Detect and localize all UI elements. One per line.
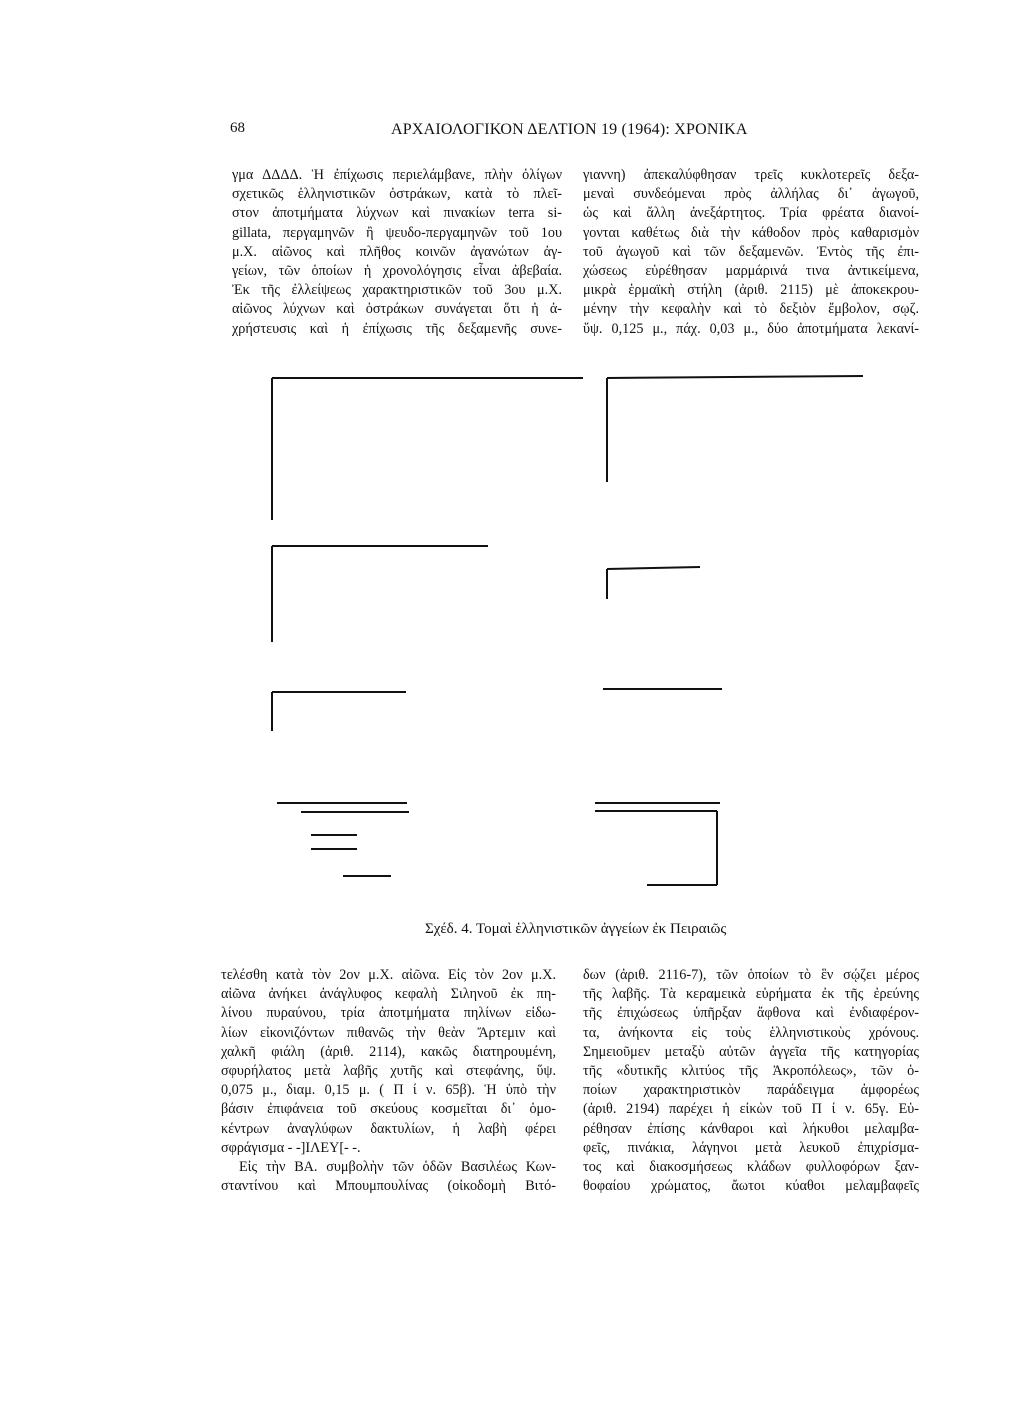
text-line: τοῦ ἀγωγοῦ καὶ τῶν δεξαμενῶν. Ἐντὸς τῆς ἐπι-	[583, 243, 919, 260]
text-line: τῆς ἐπιχώσεως ὑπῆρξαν ἄφθονα καὶ ἐνδιαφέρον-	[583, 1005, 919, 1022]
text-line: σφράγισμα - -]ΙΛΕΥ[- -.	[221, 1139, 361, 1156]
text-line: μένην τὴν κεφαλὴν καὶ τὸ δεξιὸν ἔμβολον, σῳζ.	[583, 301, 919, 318]
text-line: χαλκῆ φιάλη (ἀριθ. 2114), κακῶς διατηρουμένη,	[221, 1043, 556, 1060]
text-column-bottom-right	[583, 966, 919, 1196]
text-line: αἰῶνα ἀνήκει ἀνάγλυφος κεφαλὴ Σιληνοῦ ἐκ πη-	[221, 986, 556, 1003]
text-line: μ.Χ. αἰῶνος καὶ πλῆθος κοινῶν ἀγανώτων ἀγ-	[232, 243, 562, 260]
text-line: λίων εἰκονιζόντων πιθανῶς τὴν θεὰν Ἄρτεμιν καὶ	[221, 1024, 556, 1041]
text-line: τῆς λαβῆς. Τὰ κεραμεικὰ εὑρήματα ἐκ τῆς ἐρεύνης	[583, 986, 919, 1003]
text-line: δων (ἀριθ. 2116-7), τῶν ὁποίων τὸ ἓν σῴζει μέρος	[583, 967, 919, 983]
text-line: γιαννη) ἀπεκαλύφθησαν τρεῖς κυκλοτερεῖς δεξα-	[583, 167, 919, 183]
text-line: λίνου πυραύνου, τρία ἀποτμήματα πηλίνων εἰδω-	[221, 1005, 556, 1022]
text-line: Σημειοῦμεν μεταξὺ αὐτῶν ἀγγεῖα τῆς κατηγορίας	[583, 1043, 919, 1060]
text-line: Ἐκ τῆς ἐλλείψεως χαρακτηριστικῶν τοῦ 3ου μ.Χ.	[232, 282, 562, 299]
text-line: χρήστευσις καὶ ἡ ἐπίχωσις τῆς δεξαμενῆς συνε-	[232, 320, 562, 337]
text-line: σχετικῶς ἑλληνιστικῶν ὀστράκων, κατὰ τὸ πλεῖ-	[232, 186, 562, 203]
text-line: 0,075 μ., διαμ. 0,15 μ. ( Π ί ν. 65β). Ἡ ὑπὸ τὴν	[221, 1082, 556, 1099]
text-line: τῆς «δυτικῆς κλιτύος τῆς Ἀκροπόλεως», τῶν ὁ-	[583, 1062, 919, 1079]
text-line: κέντρων ἀναγλύφων δακτυλίων, ἡ λαβὴ φέρει	[221, 1120, 556, 1137]
profile-drawing-svg	[255, 365, 895, 920]
text-line: ποίων χαρακτηριστικὸν παράδειγμα ἀμφορέως	[583, 1082, 919, 1099]
page-number: 68	[230, 120, 245, 136]
text-line: μεναὶ συνδεόμεναι πρὸς ἀλλήλας δι᾽ ἀγωγοῦ,	[583, 186, 919, 203]
text-column-top-right	[583, 166, 919, 339]
text-line: γείων, τῶν ὁποίων ἡ χρονολόγησις εἶναι ἀβεβαία.	[232, 262, 562, 279]
text-line: τελέσθη κατὰ τὸν 2ον μ.Χ. αἰῶνα. Εἰς τὸν 2ον μ.Χ.	[221, 967, 556, 983]
text-line: ὡς καὶ ἄλλη ἀνεξάρτητος. Τρία φρέατα διανοί-	[583, 205, 919, 222]
text-line: Εἰς τὴν ΒΑ. συμβολὴν τῶν ὁδῶν Βασιλέως Κων-	[239, 1158, 556, 1175]
figure-caption: Σχέδ. 4. Τομαὶ ἑλληνιστικῶν ἀγγείων ἐκ Πειραιῶς	[425, 921, 727, 937]
text-line: βάσιν ἐπιφάνεια τοῦ σκεύους κοσμεῖται δι᾽ ὁμο-	[221, 1101, 556, 1118]
text-line: στον ἀποτμήματα λύχνων καὶ πινακίων terra si-	[232, 205, 562, 222]
vessel-sections-drawing	[255, 365, 895, 920]
text-column-bottom-left	[221, 966, 556, 1196]
text-line: χώσεως εὑρέθησαν μαρμάρινά τινα ἀντικείμενα,	[583, 262, 919, 279]
text-line: μικρὰ ἑρμαϊκὴ στήλη (ἀριθ. 2115) μὲ ἀποκεκρου-	[583, 282, 919, 299]
text-line: θοφαίου χρώματος, ἄωτοι κύαθοι μελαμβαφεῖς	[583, 1178, 919, 1195]
text-line: (ἀριθ. 2194) παρέχει ἡ εἰκὼν τοῦ Π ί ν. 65γ. Εὑ-	[583, 1101, 919, 1118]
text-line: γμα ΔΔΔΔ. Ἡ ἐπίχωσις περιελάμβανε, πλὴν ὀλίγων	[232, 167, 562, 183]
text-line: σφυρήλατος μετὰ λαβῆς χυτῆς καὶ στεφάνης, ὕψ.	[221, 1062, 556, 1079]
running-title: ΑΡΧΑΙΟΛΟΓΙΚΟΝ ΔΕΛΤΙΟΝ 19 (1964): ΧΡΟΝΙΚΑ	[391, 121, 748, 138]
text-line: ὕψ. 0,125 μ., πάχ. 0,03 μ., δύο ἀποτμήματα λεκανί-	[583, 320, 919, 337]
text-line: ρέθησαν ἐπίσης κάνθαροι καὶ λήκυθοι μελαμβα-	[583, 1120, 919, 1137]
text-line: αἰῶνος λύχνων καὶ ὀστράκων συνάγεται ὅτι ἡ ἀ-	[232, 301, 562, 318]
text-line: gillata, περγαμηνῶν ἢ ψευδο-περγαμηνῶν τοῦ 1ου	[232, 224, 562, 241]
text-line: γονται καθέτως διὰ τὴν κάθοδον πρὸς καθαρισμὸν	[583, 224, 919, 241]
text-line: σταντίνου καὶ Μπουμπουλίνας (οἰκοδομὴ Βιτό-	[221, 1178, 556, 1195]
text-line: τος καὶ διακοσμήσεως κλάδων φυλλοφόρων ξαν-	[583, 1158, 919, 1175]
section-rim-line	[607, 567, 700, 569]
section-rim-line	[607, 376, 863, 378]
text-line: τα, ἀνήκοντα εἰς τοὺς ἑλληνιστικοὺς χρόνους.	[583, 1024, 919, 1041]
text-column-top-left	[232, 166, 562, 339]
text-line: φεῖς, πινάκια, λάγηνοι μετὰ λευκοῦ ἐπιχρίσμα-	[583, 1139, 919, 1156]
